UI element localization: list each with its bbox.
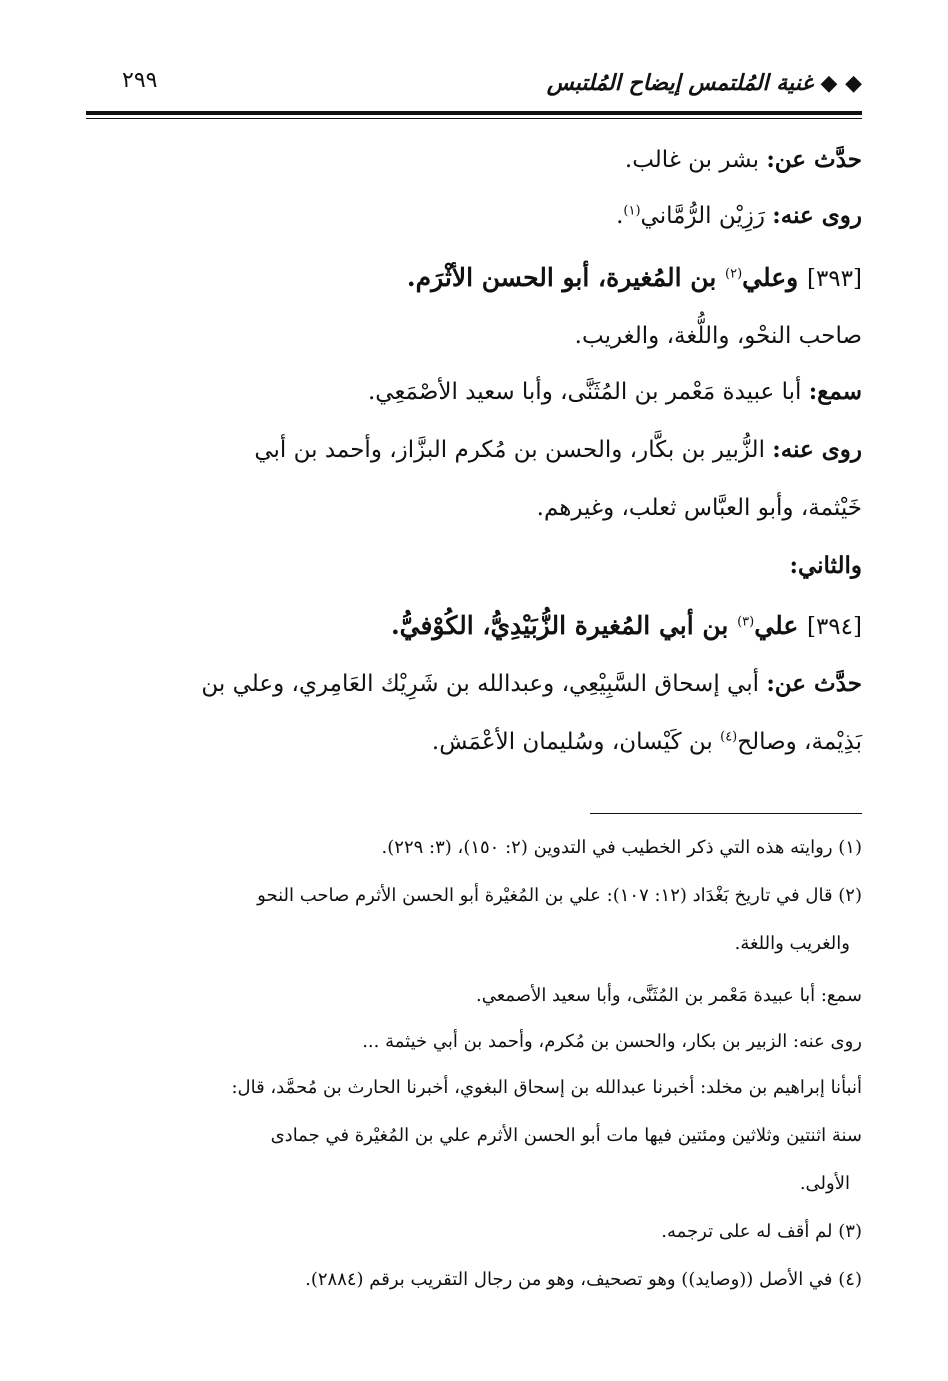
section-title: والثاني:: [789, 552, 862, 579]
text-line: [86, 316, 862, 356]
page-header: [86, 62, 862, 112]
entry-name: وعلي: [742, 263, 807, 292]
punctuation: .: [616, 203, 624, 229]
field-value: بشر بن غالب.: [624, 147, 767, 173]
field-value: خَيْثمة، وأبو العبَّاس ثعلب، وغيرهم.: [536, 495, 862, 521]
footnote-4: (٤) في الأصل ((وصايد)) وهو تصحيف، وهو من رجال التقريب برقم (٢٨٨٤).: [305, 1269, 862, 1290]
field-value: رَزِيْن الرُّمَّاني: [640, 203, 773, 229]
page-number: ٢٩٩: [122, 68, 158, 93]
field-value: أبي إسحاق السَّبِيْعِي، وعبدالله بن شَرِيْك العَامِري، وعلي بن: [201, 671, 767, 697]
text-line: [86, 430, 862, 470]
field-label: حدَّث عن:: [766, 146, 862, 173]
field-label: حدَّث عن:: [766, 670, 862, 697]
entry-name-rest: بن المُغيرة، أبو الحسن الأثْرَم.: [406, 263, 726, 292]
entry-number: [٣٩٤]: [806, 614, 862, 640]
header-rule-thin: [86, 118, 862, 119]
footnote-2-cont: أنبأنا إبراهيم بن مخلد: أخبرنا عبدالله بن إسحاق البغوي، أخبرنا الحارث بن مُحمَّد، قال:: [231, 1077, 862, 1098]
text-line: [86, 196, 862, 236]
entry-name: علي: [754, 611, 807, 640]
footnote-ref: (٤): [720, 729, 738, 745]
footnote-1: (١) روايته هذه التي ذكر الخطيب في التدوين (٢: ١٥٠)، (٣: ٢٢٩).: [381, 837, 862, 858]
field-label: سمع:: [808, 378, 862, 405]
footnote-ref: (١): [623, 203, 641, 219]
entry-number: [٣٩٣]: [806, 266, 862, 292]
footnote-2: (٢) قال في تاريخ بَغْدَاد (١٢: ١٠٧): علي بن المُغيْرة أبو الحسن الأثرم صاحب النحو: [257, 885, 862, 906]
entry-name-rest: بن أبي المُغيرة الزُّبَيْدِيُّ، الكُوْفيُّ.: [390, 611, 738, 640]
field-label: روى عنه:: [772, 202, 862, 229]
field-label: روى عنه:: [772, 436, 862, 463]
text-line: [86, 722, 862, 762]
text-line: [86, 140, 862, 180]
header-rule: [86, 111, 862, 115]
text-line: [86, 488, 862, 528]
entry-heading: [86, 258, 862, 298]
footnote-2-cont: سمع: أبا عبيدة مَعْمر بن المُثَنَّى، وأبا سعيد الأصمعي.: [475, 985, 862, 1006]
footnote-2-cont: والغريب واللغة.: [734, 933, 850, 954]
field-value: بن كَيْسان، وسُليمان الأعْمَش.: [431, 729, 721, 755]
footnote-separator: [590, 813, 862, 814]
field-value: الزُّبير بن بكَّار، والحسن بن مُكرم البزَّاز، وأحمد بن أبي: [254, 437, 773, 463]
field-value: أبا عبيدة مَعْمر بن المُثَنَّى، وأبا سعيد الأصْمَعِي.: [367, 379, 809, 405]
section-label: [86, 546, 862, 586]
footnote-3: (٣) لم أقف له على ترجمه.: [661, 1221, 862, 1242]
entry-heading: [86, 606, 862, 646]
running-title: ◆ ◆ غنية المُلتمس إيضاح المُلتبس: [546, 70, 862, 96]
footnote-2-cont: روى عنه: الزبير بن بكار، والحسن بن مُكرم، وأحمد بن أبي خيثمة ...: [362, 1031, 862, 1052]
footnote-ref: (٢): [725, 266, 743, 282]
footnote-ref: (٣): [737, 614, 755, 630]
footnote-2-cont: سنة اثنتين وثلاثين ومئتين فيها مات أبو الحسن الأثرم علي بن المُغيْرة في جمادى: [270, 1125, 862, 1146]
text-line: [86, 664, 862, 704]
text-line: [86, 372, 862, 412]
footnote-2-cont: الأولى.: [799, 1173, 850, 1194]
field-value: بَذِيْمة، وصالح: [737, 729, 862, 755]
field-value: صاحب النحْو، واللُّغة، والغريب.: [574, 323, 862, 349]
